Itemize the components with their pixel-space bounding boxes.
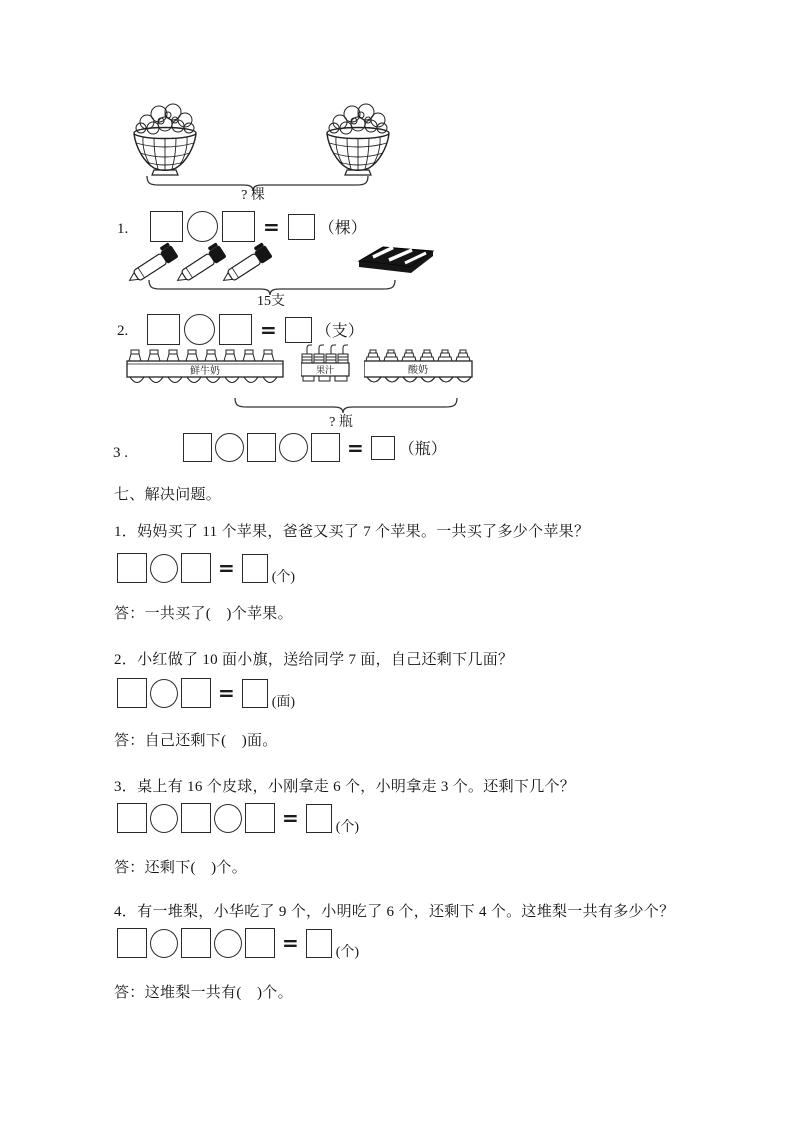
equation-answer-blank[interactable]: [242, 554, 268, 583]
equation-shapes: [147, 314, 312, 345]
equation-number-blank[interactable]: [181, 553, 211, 583]
equation-number-blank[interactable]: [222, 211, 255, 242]
equation-number-blank[interactable]: [311, 433, 340, 462]
pencil-box-illustration: [356, 242, 436, 278]
problem-3-equation: [117, 803, 359, 833]
baskets-illustration: [130, 93, 400, 181]
equation-operator-blank[interactable]: [150, 929, 178, 958]
equation-number-blank[interactable]: [150, 211, 183, 242]
equation-number-blank[interactable]: [181, 803, 211, 833]
equation-answer-blank[interactable]: [285, 317, 312, 343]
equation-number-blank[interactable]: [117, 928, 147, 958]
problem-2-text: 2．小红做了 10 面小旗，送给同学 7 面，自己还剩下几面？: [114, 652, 514, 668]
equation-number-blank[interactable]: [219, 314, 252, 345]
equation-operator-blank[interactable]: [214, 804, 242, 833]
equation-number-blank[interactable]: [181, 928, 211, 958]
equation-number-blank[interactable]: [247, 433, 276, 462]
milk-crate-label: 鲜牛奶: [190, 366, 220, 377]
yogurt-crate-label: 酸奶: [408, 365, 428, 376]
equation-number-blank[interactable]: [117, 553, 147, 583]
equation-shapes: [117, 553, 268, 583]
equation-unit-label: （支）: [315, 323, 364, 340]
equation-number-blank[interactable]: [183, 433, 212, 462]
equals-sign: =: [260, 317, 277, 342]
juice-crate-illustration: [301, 343, 353, 392]
equation-number-blank[interactable]: [147, 314, 180, 345]
problem-3-answer-line: 答：还剩下( )个。: [114, 860, 247, 876]
problem-1-answer-line: 答：一共买了( )个苹果。: [114, 606, 293, 622]
equals-sign: =: [282, 931, 299, 955]
equation-number-blank[interactable]: [181, 678, 211, 708]
equation-operator-blank[interactable]: [150, 804, 178, 833]
equation-operator-blank[interactable]: [214, 929, 242, 958]
equation-shapes: [117, 803, 332, 833]
equation-unit-label: (面): [271, 695, 296, 710]
equation-shapes: [150, 211, 315, 242]
equation-operator-blank[interactable]: [187, 211, 218, 242]
juice-crate-label: 果汁: [315, 365, 335, 375]
milk-crate-illustration: [126, 345, 286, 392]
equation-number-blank[interactable]: [245, 803, 275, 833]
pens-total-label: 15支: [257, 294, 285, 309]
equation-shapes: [117, 678, 268, 708]
equation-unit-label: (个): [271, 570, 296, 585]
baskets-total-label: ? 棵: [241, 188, 265, 203]
equation-shapes: [117, 928, 332, 958]
problem-3-text: 3．桌上有 16 个皮球，小刚拿走 6 个，小明拿走 3 个。还剩下几个？: [114, 779, 576, 795]
basket-left-icon: [134, 104, 196, 175]
equation-shapes: [183, 433, 395, 462]
equation-unit-label: （瓶）: [398, 441, 447, 458]
bottles-total-label: ? 瓶: [329, 415, 353, 430]
equation-number-blank[interactable]: [117, 803, 147, 833]
pictorial-3-equation: [183, 433, 447, 462]
equation-answer-blank[interactable]: [288, 214, 315, 240]
problem-2-equation: [117, 678, 295, 708]
equals-sign: =: [218, 556, 235, 580]
problem-2-answer-line: 答：自己还剩下( )面。: [114, 733, 278, 749]
equation-answer-blank[interactable]: [306, 929, 332, 958]
problem-1-equation: [117, 553, 295, 583]
equation-number-blank[interactable]: [245, 928, 275, 958]
pictorial-1-number: 1.: [117, 221, 129, 237]
equation-operator-blank[interactable]: [279, 433, 308, 462]
equation-unit-label: (个): [335, 820, 360, 835]
problem-4-text: 4．有一堆梨，小华吃了 9 个，小明吃了 6 个，还剩下 4 个。这堆梨一共有多少个？: [114, 904, 675, 920]
equals-sign: =: [263, 214, 280, 239]
problem-1-text: 1．妈妈买了 11 个苹果，爸爸又买了 7 个苹果。一共买了多少个苹果？: [114, 524, 590, 540]
yogurt-crate-illustration: [364, 345, 476, 392]
pictorial-1-equation: [150, 211, 367, 242]
equals-sign: =: [218, 681, 235, 705]
equation-answer-blank[interactable]: [242, 679, 268, 708]
equation-unit-label: (个): [335, 945, 360, 960]
equation-operator-blank[interactable]: [215, 433, 244, 462]
pictorial-3-number: 3 .: [113, 445, 128, 461]
equation-answer-blank[interactable]: [306, 804, 332, 833]
equation-operator-blank[interactable]: [150, 679, 178, 708]
pictorial-2-number: 2.: [117, 323, 129, 339]
pictorial-2-equation: [147, 314, 364, 345]
problem-4-answer-line: 答：这堆梨一共有( )个。: [114, 985, 293, 1001]
equation-unit-label: （棵）: [318, 220, 367, 237]
basket-right-icon: [327, 104, 389, 175]
equation-answer-blank[interactable]: [371, 436, 395, 460]
equals-sign: =: [282, 806, 299, 830]
equation-operator-blank[interactable]: [150, 554, 178, 583]
equation-number-blank[interactable]: [117, 678, 147, 708]
equation-operator-blank[interactable]: [184, 314, 215, 345]
problem-4-equation: [117, 928, 359, 958]
equals-sign: =: [347, 435, 364, 460]
section-heading: 七、解决问题。: [114, 487, 222, 503]
